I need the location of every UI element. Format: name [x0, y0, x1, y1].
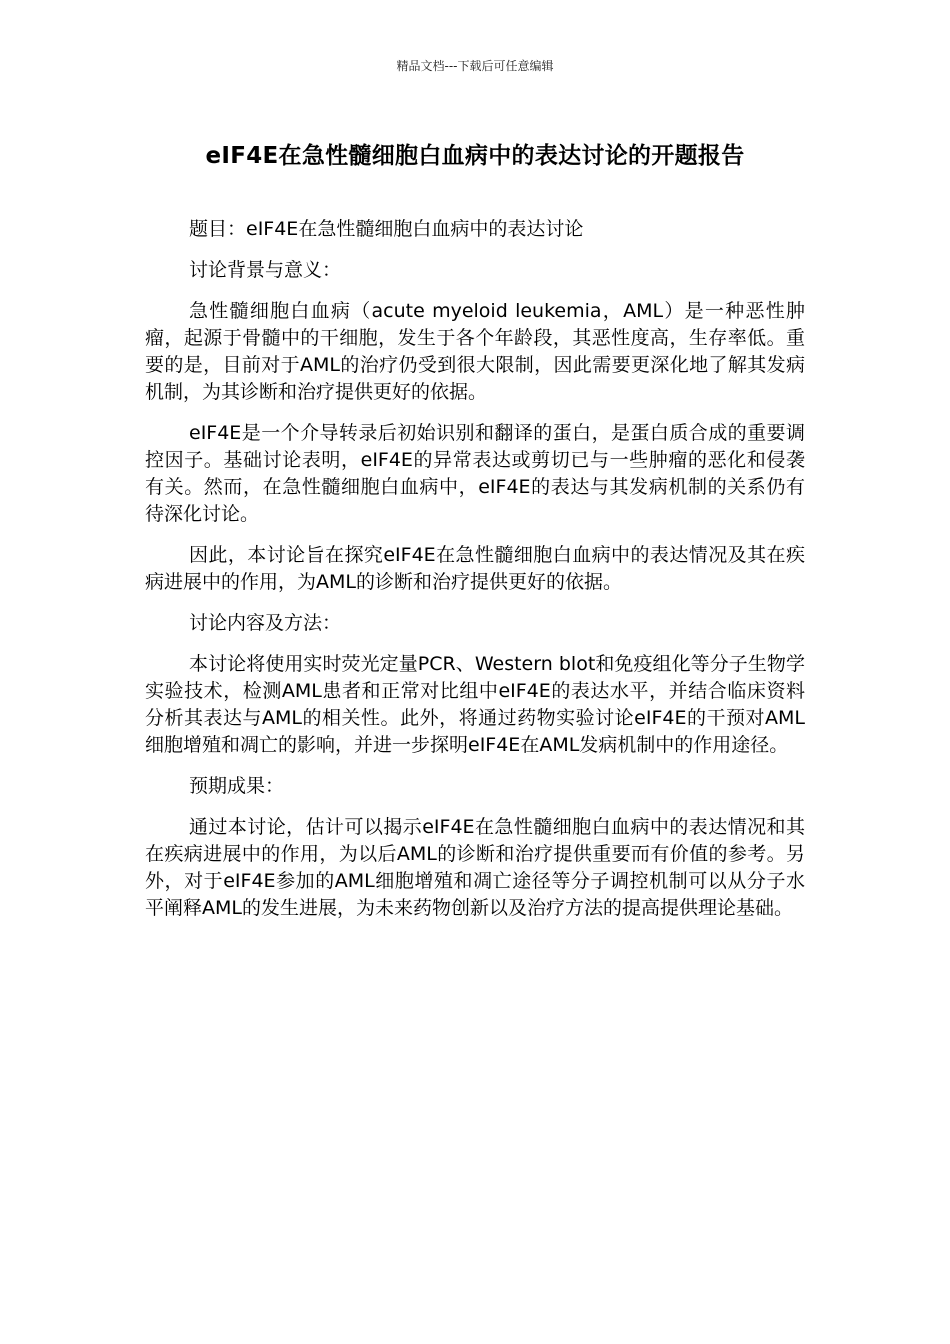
paragraph-aml-intro: 急性髓细胞白血病（acute myeloid leukemia，AML）是一种恶性肿瘤，起源于骨髓中的干细胞，发生于各个年龄段，其恶性度高，生存率低。重要的是，目前对于AML的治疗仍受到很大限制，因此需要更深化地了解其发病机制，为其诊断和治疗提供更好的依据。	[145, 300, 805, 403]
document-body	[145, 216, 805, 936]
section-heading-outcomes: 预期成果：	[189, 775, 285, 797]
section-heading-background: 讨论背景与意义：	[189, 259, 342, 281]
paragraph-outcomes: 通过本讨论，估计可以揭示eIF4E在急性髓细胞白血病中的表达情况和其在疾病进展中的作用，为以后AML的诊断和治疗提供重要而有价值的参考。另外，对于eIF4E参加的AML细胞增殖和凋亡途径等分子调控机制可以从分子水平阐释AML的发生进展，为未来药物创新以及治疗方法的提高提供理论基础。	[145, 816, 805, 919]
section-heading-methods: 讨论内容及方法：	[189, 612, 342, 634]
paragraph-methods: 本讨论将使用实时荧光定量PCR、Western blot和免疫组化等分子生物学实验技术，检测AML患者和正常对比组中eIF4E的表达水平，并结合临床资料分析其表达与AML的相关性。此外，将通过药物实验讨论eIF4E的干预对AML细胞增殖和凋亡的影响，并进一步探明eIF4E在AML发病机制中的作用途径。	[145, 653, 805, 756]
header-note: 精品文档---下载后可任意编辑	[396, 59, 554, 73]
document-title: eIF4E在急性髓细胞白血病中的表达讨论的开题报告	[205, 143, 745, 169]
paragraph-eif4e-role: eIF4E是一个介导转录后初始识别和翻译的蛋白，是蛋白质合成的重要调控因子。基础讨论表明，eIF4E的异常表达或剪切已与一些肿瘤的恶化和侵袭有关。然而，在急性髓细胞白血病中，eIF4E的表达与其发病机制的关系仍有待深化讨论。	[145, 422, 805, 525]
topic-line: 题目：eIF4E在急性髓细胞白血病中的表达讨论	[189, 218, 584, 240]
paragraph-study-aim: 因此，本讨论旨在探究eIF4E在急性髓细胞白血病中的表达情况及其在疾病进展中的作用，为AML的诊断和治疗提供更好的依据。	[145, 544, 805, 593]
